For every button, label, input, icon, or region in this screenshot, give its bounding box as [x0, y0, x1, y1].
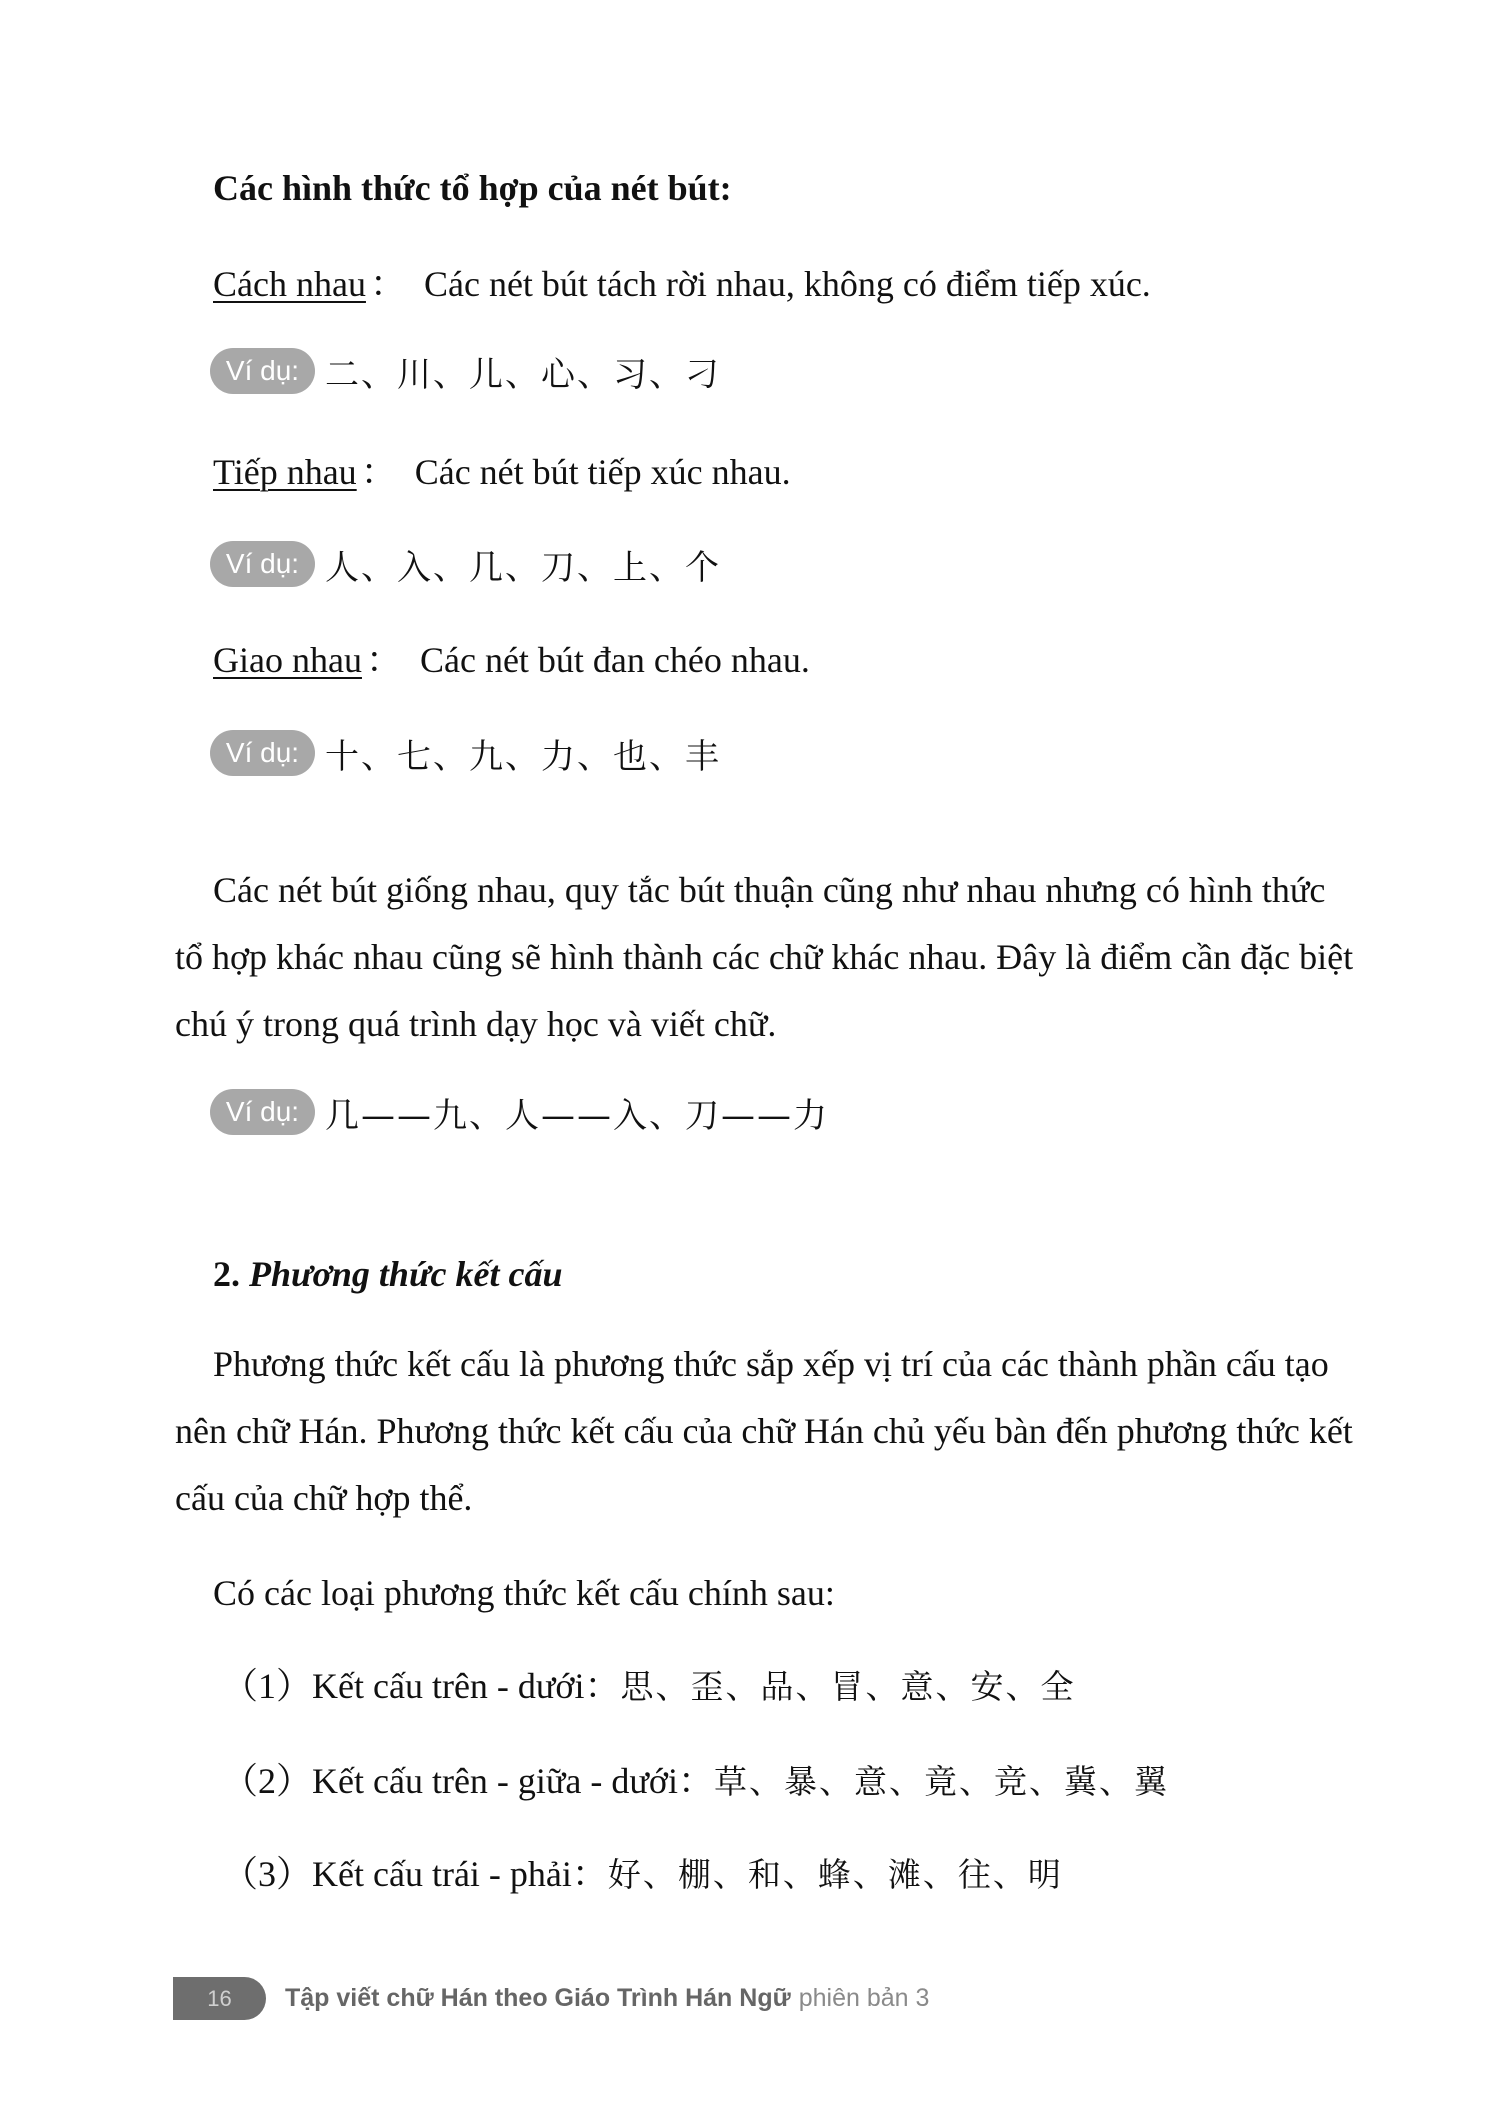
definition-text: Các nét bút đan chéo nhau.: [419, 640, 810, 680]
paragraph-combination-note: Các nét bút giống nhau, quy tắc bút thuận cũng như nhau nhưng có hình thức tổ hợp khác nhau cũng sẽ hình thành các chữ khác nhau. Đây là điểm cần đặc biệt chú ý trong quá trình dạy học và viết chữ.: [175, 870, 1354, 1044]
definition-text: Các nét bút tiếp xúc nhau.: [414, 452, 791, 492]
item-label: Kết cấu trái - phải：: [312, 1854, 608, 1894]
page-footer: [173, 1977, 929, 2020]
item-characters: 思、歪、品、冒、意、安、全: [620, 1667, 1076, 1706]
structure-item-top-middle-bottom: [222, 1758, 1169, 1805]
example-characters: 人、入、几、刀、上、个: [325, 547, 721, 588]
section-number: 2.: [213, 1254, 240, 1294]
item-number: （1）: [222, 1666, 313, 1706]
example-row-comparison: [210, 1089, 829, 1135]
item-label: Kết cấu trên - dưới：: [312, 1666, 621, 1706]
item-label: Kết cấu trên - giữa - dưới：: [312, 1761, 714, 1801]
paragraph-structure-definition: Phương thức kết cấu là phương thức sắp xếp vị trí của các thành phần cấu tạo nên chữ Hán. Phương thức kết cấu của chữ Hán chủ yếu bàn đến phương thức kết cấu của chữ hợp thể.: [175, 1344, 1353, 1518]
definition-text: Các nét bút tách rời nhau, không có điểm tiếp xúc.: [423, 264, 1151, 304]
colon: ：: [360, 452, 397, 492]
section-title: Phương thức kết cấu: [249, 1254, 563, 1294]
example-row-crossing: [210, 730, 721, 776]
example-characters: 二、川、儿、心、习、刁: [325, 354, 721, 395]
term-crossing: Giao nhau: [213, 640, 362, 680]
example-badge: Ví dụ:: [210, 1089, 315, 1135]
definition-touching: [213, 449, 791, 495]
example-badge: Ví dụ:: [210, 348, 315, 394]
section-heading-structure: [213, 1251, 562, 1297]
section-heading-stroke-combinations: Các hình thức tổ hợp của nét bút:: [213, 168, 732, 208]
example-characters: 几——九、人——入、刀——力: [325, 1095, 829, 1136]
definition-separate: [213, 261, 1151, 307]
page-number-tab: 16: [173, 1977, 266, 2020]
item-number: （3）: [222, 1854, 313, 1894]
definition-crossing: [213, 637, 810, 683]
example-badge: Ví dụ:: [210, 730, 315, 776]
structure-item-left-right: [222, 1851, 1063, 1898]
term-separate: Cách nhau: [213, 264, 366, 304]
item-characters: 草、暴、意、竟、竞、冀、翼: [713, 1762, 1169, 1801]
structure-intro: Có các loại phương thức kết cấu chính sau:: [213, 1573, 835, 1613]
item-number: （2）: [222, 1761, 313, 1801]
structure-item-top-bottom: [222, 1663, 1075, 1710]
example-row-separate: [210, 348, 721, 394]
colon: ：: [369, 264, 406, 304]
example-badge: Ví dụ:: [210, 541, 315, 587]
item-characters: 好、棚、和、蜂、滩、往、明: [607, 1855, 1063, 1894]
book-edition: phiên bản 3: [798, 1984, 930, 2012]
term-touching: Tiếp nhau: [213, 452, 357, 492]
example-characters: 十、七、九、力、也、丰: [325, 736, 721, 777]
book-title: Tập viết chữ Hán theo Giáo Trình Hán Ngữ: [285, 1984, 791, 2012]
colon: ：: [365, 640, 402, 680]
example-row-touching: [210, 541, 721, 587]
